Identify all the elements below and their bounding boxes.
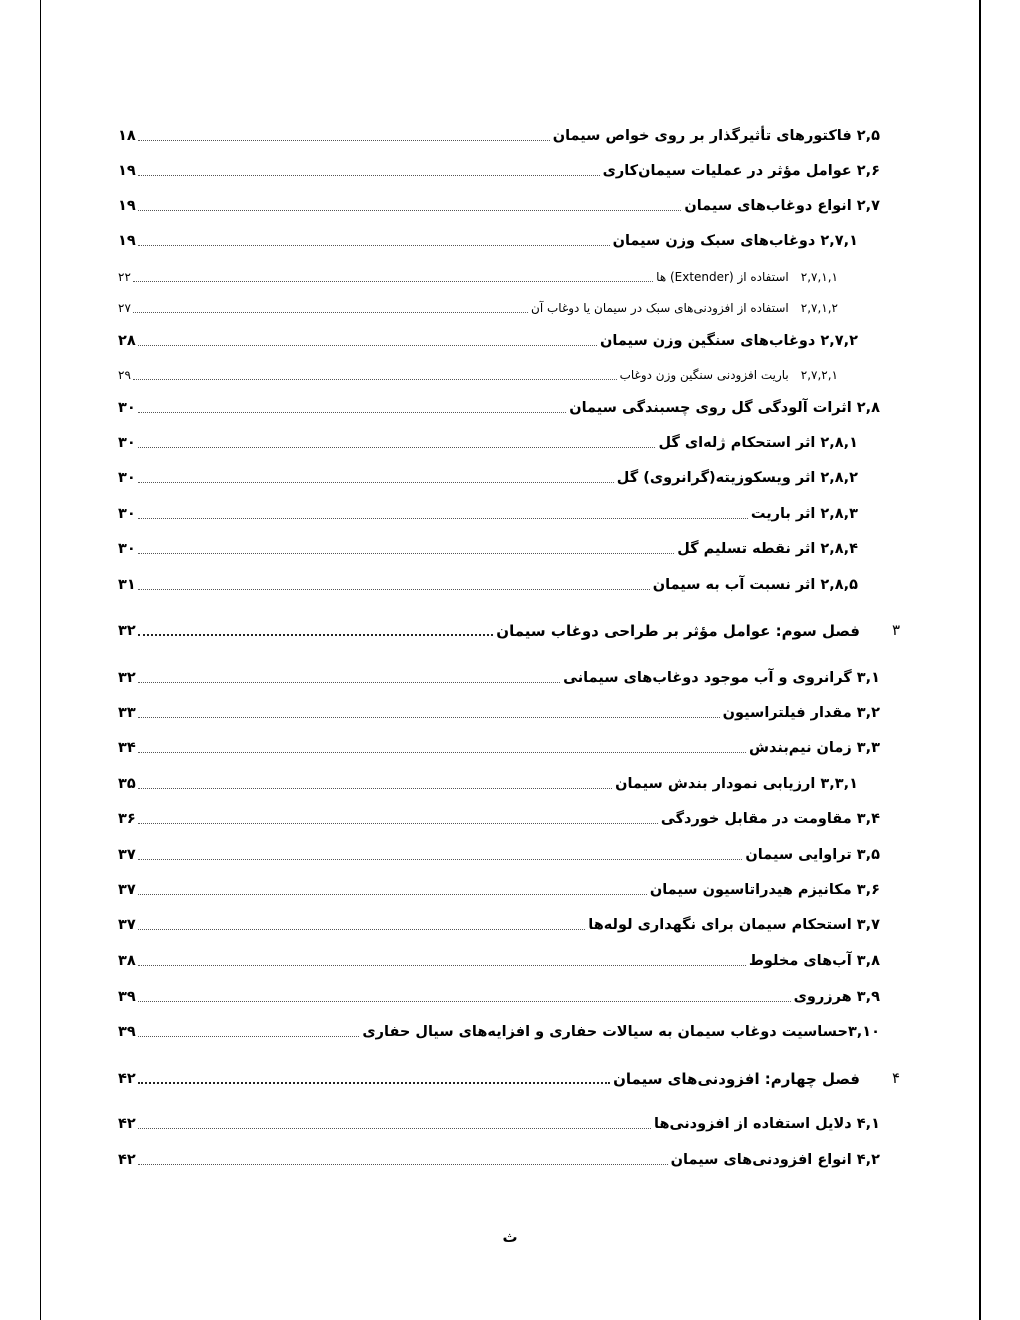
toc-chapter-4[interactable] [118,1063,860,1089]
dot-leader [138,1163,668,1165]
page-footer-number: ث [502,1228,518,1246]
toc-entry-2-7-1-1[interactable] [118,261,838,287]
toc-entry-3-5[interactable] [118,839,880,865]
toc-entry-title: ۲,۶ عوامل مؤثر در عملیات سیمان‌کاری [602,163,880,179]
toc-entry-3-10[interactable] [118,1016,880,1042]
dot-leader [138,411,566,413]
toc-entry-2-7-1[interactable] [118,225,858,251]
toc-entry-title: ۳,۴ مقاومت در مقابل خوردگی [660,811,880,827]
dot-leader [138,174,600,176]
toc-page-number: ۳۳ [118,705,136,721]
toc-entry-title: ۳,۱۰حساسیت دوغاب سیمان به سیالات حفاری و افزایه‌های سیال حفاری [362,1024,880,1040]
dot-leader [138,344,597,346]
toc-entry-title: ۲,۵ فاکتورهای تأثیرگذار بر روی خواص سیمان [552,128,880,144]
toc-entry-title: ۳,۵ تراوایی سیمان [745,847,880,863]
toc-page-number: ۳۵ [118,776,136,792]
dot-leader [138,481,614,483]
toc-entry-title: ۲,۸ اثرات آلودگی گل روی چسبندگی سیمان [569,400,880,416]
toc-page-number: ۳۰ [118,470,136,486]
toc-page-number: ۳۰ [118,541,136,557]
toc-page-number: ۳۷ [118,882,136,898]
toc-entry-3-8[interactable] [118,945,880,971]
toc-page-number: ۲۹ [118,368,131,382]
toc-entry-3-1[interactable] [118,662,880,688]
toc-entry-title: ۲,۷ انواع دوغاب‌های سیمان [684,198,880,214]
toc-entry-title: ۲,۸,۱ اثر استحکام ژله‌ای گل [658,435,858,451]
toc-entry-title: ۲,۷,۱,۲استفاده از افزودنی‌های سبک در سیمان یا دوغاب آن [531,301,838,315]
toc-entry-3-3[interactable] [118,732,880,758]
toc-page-number: ۳۰ [118,435,136,451]
toc-entry-2-8-4[interactable] [118,533,858,559]
toc-chapter-3[interactable] [118,615,860,641]
toc-entry-title: ۳,۸ آب‌های مخلوط [748,953,880,969]
toc-entry-2-7[interactable] [118,190,880,216]
toc-page-number: ۳۲ [118,670,136,686]
toc-entry-3-4[interactable] [118,803,880,829]
toc-page-number: ۱۹ [118,163,136,179]
toc-page-number: ۱۹ [118,233,136,249]
toc-entry-title: ۳,۳ زمان نیم‌بندش [749,740,880,756]
dot-leader [138,1081,610,1084]
toc-entry-title: ۴,۲ انواع افزودنی‌های سیمان [670,1152,880,1168]
dot-leader [138,552,674,554]
toc-entry-4-1[interactable] [118,1108,880,1134]
toc-page-number: ۳۷ [118,917,136,933]
toc-entry-3-7[interactable] [118,909,880,935]
toc-entry-title: ۴,۱ دلایل استفاده از افزودنی‌ها [654,1116,880,1132]
dot-leader [138,1000,791,1002]
dot-leader [138,893,647,895]
toc-page-number: ۳۰ [118,400,136,416]
toc-page-number: ۴۲ [118,1071,136,1087]
toc-page-number: ۲۸ [118,333,136,349]
toc-entry-title: ۲,۷,۲,۱باریت افزودنی سنگین وزن دوغاب [619,368,838,382]
toc-entry-title: ۲,۸,۴ اثر نقطه تسلیم گل [677,541,858,557]
toc-entry-title: ۳,۱ گرانروی و آب موجود دوغاب‌های سیمانی [563,670,880,686]
toc-entry-title: ۳,۹ هرزروی [793,989,880,1005]
toc-entry-2-8-5[interactable] [118,569,858,595]
toc-page-number: ۳۸ [118,953,136,969]
toc-page-number: ۳۲ [118,623,136,639]
toc-entry-title: ۲,۷,۱,۱استفاده از (Extender) ها [656,270,838,284]
toc-entry-2-8-2[interactable] [118,462,858,488]
dot-leader [133,280,653,282]
toc-page-number: ۳۹ [118,989,136,1005]
toc-entry-2-8-3[interactable] [118,498,858,524]
dot-leader [138,964,746,966]
toc-page-number: ۲۷ [118,301,131,315]
toc-entry-title: ۳,۲ مقدار فیلتراسیون [722,705,880,721]
toc-page-number: ۴۲ [118,1152,136,1168]
toc-page-number: ۴۲ [118,1116,136,1132]
dot-leader [133,311,528,313]
toc-chapter-title: فصل چهارم: افزودنی‌های سیمان [613,1070,860,1088]
dot-leader [138,517,748,519]
toc-entry-2-6[interactable] [118,155,880,181]
dot-leader [138,822,658,824]
toc-entry-4-2[interactable] [118,1144,880,1170]
toc-page-number: ۳۴ [118,740,136,756]
dot-leader [138,787,612,789]
dot-leader [138,1127,651,1129]
dot-leader [138,209,682,211]
toc-page-number: ۳۱ [118,577,136,593]
toc-entry-2-7-1-2[interactable] [118,292,838,318]
toc-page-number: ۱۸ [118,128,136,144]
toc-page-number: ۳۰ [118,506,136,522]
toc-entry-2-8[interactable] [118,392,880,418]
chapter-number: ۳ [891,621,901,639]
toc-entry-2-7-2[interactable] [118,325,858,351]
toc-page-number: ۱۹ [118,198,136,214]
toc-entry-title: ۲,۸,۲ اثر ویسکوزیته(گرانروی) گل [616,470,858,486]
dot-leader [138,244,610,246]
toc-entry-3-2[interactable] [118,697,880,723]
toc-entry-title: ۲,۷,۱ دوغاب‌های سبک وزن سیمان [612,233,858,249]
toc-entry-title: ۲,۸,۳ اثر باریت [750,506,858,522]
dot-leader [133,378,617,380]
toc-entry-2-8-1[interactable] [118,427,858,453]
toc-entry-title: ۲,۸,۵ اثر نسبت آب به سیمان [652,577,858,593]
dot-leader [138,446,656,448]
chapter-number: ۴ [891,1069,901,1087]
toc-page-number: ۲۲ [118,270,131,284]
dot-leader [138,716,720,718]
toc-entry-title: ۳,۳,۱ ارزیابی نمودار بندش سیمان [615,776,858,792]
dot-leader [138,139,550,141]
toc-entry-3-9[interactable] [118,981,880,1007]
dot-leader [138,1035,360,1037]
toc-page-number: ۳۹ [118,1024,136,1040]
dot-leader [138,928,586,930]
toc-entry-2-5[interactable] [118,120,880,146]
toc-page-number: ۳۷ [118,847,136,863]
toc-entry-title: ۳,۶ مکانیزم هیدراتاسیون سیمان [649,882,880,898]
dot-leader [138,751,746,753]
dot-leader [138,858,743,860]
dot-leader [138,633,494,636]
toc-entry-3-6[interactable] [118,874,880,900]
toc-entry-title: ۳,۷ استحکام سیمان برای نگهداری لوله‌ها [588,917,880,933]
toc-chapter-title: فصل سوم: عوامل مؤثر بر طراحی دوغاب سیمان [496,622,860,640]
toc-entry-2-7-2-1[interactable] [118,359,838,385]
dot-leader [138,588,650,590]
toc-entry-title: ۲,۷,۲ دوغاب‌های سنگین وزن سیمان [600,333,858,349]
toc-entry-3-3-1[interactable] [118,768,858,794]
toc-page-number: ۳۶ [118,811,136,827]
dot-leader [138,681,560,683]
